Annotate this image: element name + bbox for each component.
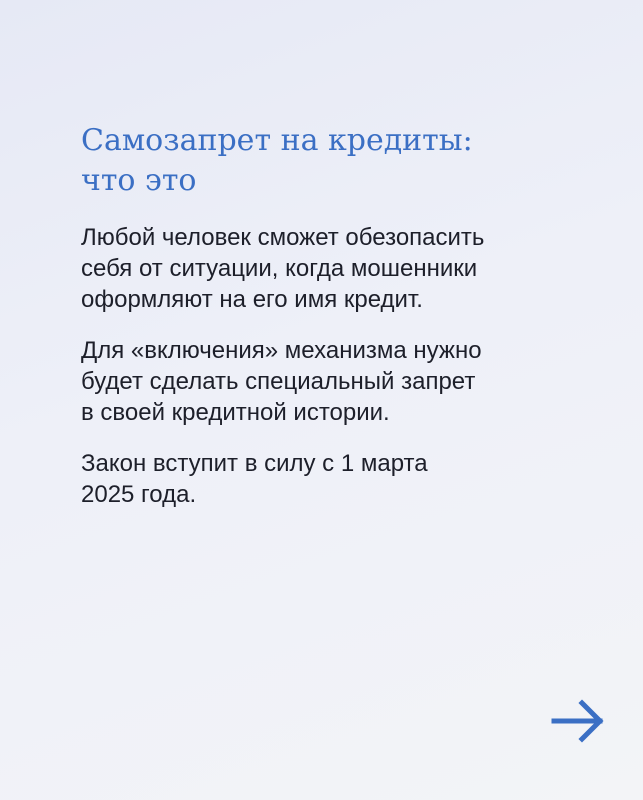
text-line: 2025 года. — [81, 481, 197, 508]
slide-body — [81, 222, 601, 530]
title-line: что это — [81, 163, 197, 198]
text-line: оформляют на его имя кредит. — [81, 286, 423, 313]
next-slide-button[interactable] — [550, 696, 606, 746]
arrow-right-icon — [550, 696, 606, 746]
slide-title — [81, 121, 601, 201]
paragraph-effective-date — [81, 448, 601, 510]
paragraph-mechanism — [81, 335, 601, 428]
text-line: будет сделать специальный запрет — [81, 368, 476, 395]
paragraph-self-ban — [81, 222, 601, 315]
text-line: Для «включения» механизма нужно — [81, 337, 482, 364]
title-line: Самозапрет на кредиты: — [81, 123, 473, 158]
text-line: Закон вступит в силу с 1 марта — [81, 450, 428, 477]
text-line: себя от ситуации, когда мошенники — [81, 255, 478, 282]
text-line: в своей кредитной истории. — [81, 399, 390, 426]
text-line: Любой человек сможет обезопасить — [81, 224, 485, 251]
